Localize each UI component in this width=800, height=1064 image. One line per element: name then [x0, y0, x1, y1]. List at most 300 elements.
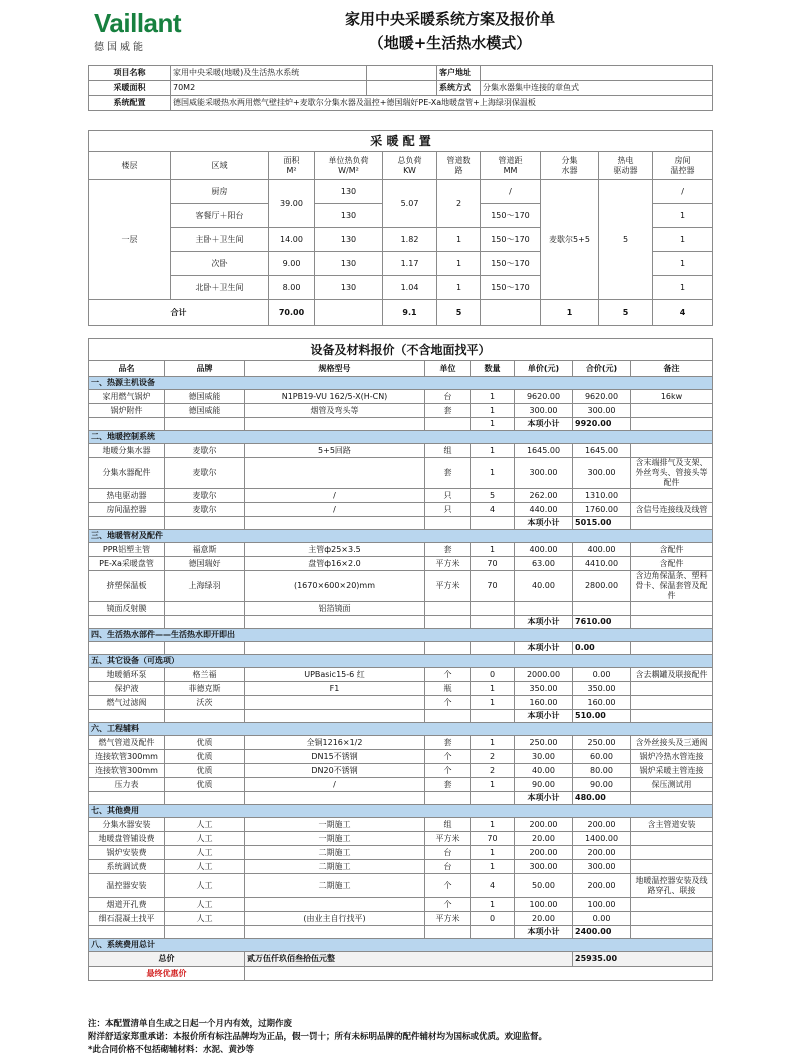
spec: DN20不锈钢	[245, 764, 425, 778]
item-name: 温控器安装	[89, 874, 165, 898]
subtotal-qty	[471, 642, 515, 655]
subtotal-label: 本项小计	[515, 418, 573, 431]
unit-price: 160.00	[515, 696, 573, 710]
col-header: 品名	[89, 361, 165, 377]
area-cell: 39.00	[269, 180, 315, 228]
brand: 人工	[165, 832, 245, 846]
thermostat-cell: 1	[653, 276, 713, 300]
blank	[245, 517, 425, 530]
materials-title-row	[89, 339, 713, 361]
brand-logo	[94, 10, 181, 53]
spec: 全铜1216×1/2	[245, 736, 425, 750]
table-row	[89, 818, 713, 832]
mode-label: 系统方式	[437, 81, 481, 96]
col-header: 区域	[171, 152, 269, 180]
item-name: 燃气管道及配件	[89, 736, 165, 750]
table-row	[89, 860, 713, 874]
unit-price: 300.00	[515, 458, 573, 489]
table-row	[89, 444, 713, 458]
blank	[631, 792, 713, 805]
blank	[425, 517, 471, 530]
table-row	[89, 764, 713, 778]
zone-cell: 主卧＋卫生间	[171, 228, 269, 252]
brand: 人工	[165, 818, 245, 832]
unit: 个	[425, 874, 471, 898]
unit-price: 2000.00	[515, 668, 573, 682]
spacing-cell: /	[481, 180, 541, 204]
blank	[425, 418, 471, 431]
subtotal-row	[89, 642, 713, 655]
item-name: 保护液	[89, 682, 165, 696]
col-header: 备注	[631, 361, 713, 377]
amount: 4410.00	[573, 557, 631, 571]
brand: 麦歇尔	[165, 489, 245, 503]
qty: 0	[471, 912, 515, 926]
amount: 0.00	[573, 668, 631, 682]
unit: 台	[425, 846, 471, 860]
materials-body	[89, 339, 713, 981]
blank	[89, 926, 165, 939]
sum-label: 合计	[89, 300, 269, 326]
project-label: 项目名称	[89, 66, 171, 81]
amount: 350.00	[573, 682, 631, 696]
area-cell: 8.00	[269, 276, 315, 300]
table-row	[89, 602, 713, 616]
item-name: 地暖盘管铺设费	[89, 832, 165, 846]
brand-subtitle: 德国威能	[94, 42, 146, 53]
section-title: 五、其它设备（可选项）	[89, 655, 713, 668]
qty: 2	[471, 764, 515, 778]
table-row	[89, 503, 713, 517]
qty: 2	[471, 750, 515, 764]
project-info-table	[88, 65, 713, 111]
subtotal-row	[89, 517, 713, 530]
subtotal-row	[89, 418, 713, 431]
table-row	[89, 557, 713, 571]
col-header: 管道数 路	[437, 152, 481, 180]
item-name: 系统调试费	[89, 860, 165, 874]
blank	[245, 418, 425, 431]
blank	[631, 642, 713, 655]
amount: 80.00	[573, 764, 631, 778]
col-header: 分集 水器	[541, 152, 599, 180]
mode-value: 分集水器集中连接的章鱼式	[481, 81, 713, 96]
blank	[631, 616, 713, 629]
amount: 1310.00	[573, 489, 631, 503]
remark: 含边角保温条、塑料骨卡、保温套管及配件	[631, 571, 713, 602]
brand: 优质	[165, 778, 245, 792]
qty: 0	[471, 668, 515, 682]
brand: 优质	[165, 764, 245, 778]
blank	[631, 418, 713, 431]
spec: /	[245, 489, 425, 503]
spec: 铝箔镜面	[245, 602, 425, 616]
remark	[631, 898, 713, 912]
blank	[425, 616, 471, 629]
subtotal-qty	[471, 926, 515, 939]
section-header	[89, 723, 713, 736]
subtotal-row	[89, 616, 713, 629]
load-cell: 130	[315, 204, 383, 228]
col-header: 单位热负荷 W/M²	[315, 152, 383, 180]
col-header: 品牌	[165, 361, 245, 377]
spec: 二期施工	[245, 874, 425, 898]
subtotal-value: 2400.00	[573, 926, 631, 939]
brand: 人工	[165, 860, 245, 874]
total-value: 25935.00	[573, 952, 713, 967]
remark: 含配件	[631, 557, 713, 571]
subtotal-value: 9920.00	[573, 418, 631, 431]
qty: 1	[471, 444, 515, 458]
col-header: 数量	[471, 361, 515, 377]
unit-price: 440.00	[515, 503, 573, 517]
heating-header-row	[89, 152, 713, 180]
qty	[471, 602, 515, 616]
subtotal-row	[89, 710, 713, 723]
unit: 只	[425, 503, 471, 517]
spec: 一期施工	[245, 832, 425, 846]
blank	[89, 710, 165, 723]
spec: F1	[245, 682, 425, 696]
remark	[631, 444, 713, 458]
document-subtitle: （地暖+生活热水模式）	[368, 34, 532, 52]
spec: DN15不锈钢	[245, 750, 425, 764]
brand: 麦歇尔	[165, 503, 245, 517]
remark	[631, 602, 713, 616]
unit-price: 50.00	[515, 874, 573, 898]
total-label: 总价	[89, 952, 245, 967]
amount: 2800.00	[573, 571, 631, 602]
remark: 保压测试用	[631, 778, 713, 792]
unit-price: 9620.00	[515, 390, 573, 404]
unit-price: 20.00	[515, 832, 573, 846]
remark: 含外丝接头及三通阀	[631, 736, 713, 750]
subtotal-qty	[471, 616, 515, 629]
spec: 主管ф25×3.5	[245, 543, 425, 557]
blank	[425, 926, 471, 939]
blank	[165, 642, 245, 655]
unit: 瓶	[425, 682, 471, 696]
subtotal-value: 510.00	[573, 710, 631, 723]
blank	[89, 792, 165, 805]
zone-cell: 厨房	[171, 180, 269, 204]
brand: 菲德克斯	[165, 682, 245, 696]
amount: 300.00	[573, 860, 631, 874]
section-header	[89, 377, 713, 390]
qty: 1	[471, 898, 515, 912]
unit: 个	[425, 750, 471, 764]
amount: 0.00	[573, 912, 631, 926]
unit: 台	[425, 860, 471, 874]
unit: 套	[425, 736, 471, 750]
config-value: 德国威能采暖热水两用燃气壁挂炉+麦歇尔分集水器及温控+德国瑞好PE-Xa地暖盘管+上海绿羽保温板	[171, 96, 713, 111]
section-header	[89, 805, 713, 818]
item-name: 挤塑保温板	[89, 571, 165, 602]
note-line: 附洋舒适家郑重承诺：本报价所有标注品牌均为正品，假一罚十；所有未标明品牌的配件辅材均为国标或优质。欢迎监督。	[88, 1032, 548, 1042]
project-value: 家用中央采暖(地暖)及生活热水系统	[171, 66, 367, 81]
zone-cell: 客餐厅＋阳台	[171, 204, 269, 228]
item-name: 锅炉附件	[89, 404, 165, 418]
blank	[165, 517, 245, 530]
unit: 组	[425, 818, 471, 832]
zone-cell: 次卧	[171, 252, 269, 276]
amount: 90.00	[573, 778, 631, 792]
spec: 二期施工	[245, 860, 425, 874]
unit-price: 63.00	[515, 557, 573, 571]
section-title: 七、其他费用	[89, 805, 713, 818]
spec: 一期施工	[245, 818, 425, 832]
remark: 含配件	[631, 543, 713, 557]
qty: 5	[471, 489, 515, 503]
col-header: 规格型号	[245, 361, 425, 377]
blank	[245, 710, 425, 723]
actuator-cell: 5	[599, 180, 653, 300]
item-name: 连接软管300mm	[89, 750, 165, 764]
pipes-cell: 2	[437, 180, 481, 228]
spacing-cell: 150～170	[481, 204, 541, 228]
unit: 平方米	[425, 832, 471, 846]
zone-cell: 北卧＋卫生间	[171, 276, 269, 300]
thermostat-cell: /	[653, 180, 713, 204]
qty: 1	[471, 846, 515, 860]
remark	[631, 682, 713, 696]
col-header: 热电 驱动器	[599, 152, 653, 180]
qty: 1	[471, 682, 515, 696]
blank	[631, 517, 713, 530]
amount: 200.00	[573, 846, 631, 860]
spec	[245, 696, 425, 710]
subtotal-value: 0.00	[573, 642, 631, 655]
remark	[631, 404, 713, 418]
subtotal-value: 5015.00	[573, 517, 631, 530]
section-title: 八、系统费用总计	[89, 939, 713, 952]
amount: 200.00	[573, 874, 631, 898]
section-header	[89, 939, 713, 952]
unit: 平方米	[425, 912, 471, 926]
item-name: 镜面反射膜	[89, 602, 165, 616]
blank	[165, 616, 245, 629]
section-title: 四、生活热水部件——生活热水即开即出	[89, 629, 713, 642]
unit: 套	[425, 543, 471, 557]
amount: 300.00	[573, 404, 631, 418]
section-header	[89, 530, 713, 543]
table-row	[89, 898, 713, 912]
unit-price: 1645.00	[515, 444, 573, 458]
unit-price: 90.00	[515, 778, 573, 792]
qty: 1	[471, 458, 515, 489]
note-line: *此合同价格不包括砌辅材料：水泥、黄沙等	[88, 1045, 254, 1055]
remark	[631, 912, 713, 926]
final-price-value	[245, 967, 713, 981]
spec	[245, 898, 425, 912]
spec	[245, 458, 425, 489]
table-row	[89, 846, 713, 860]
unit: 平方米	[425, 557, 471, 571]
total-cell: 5.07	[383, 180, 437, 228]
pipes-cell: 1	[437, 276, 481, 300]
item-name: 房间温控器	[89, 503, 165, 517]
section-header	[89, 629, 713, 642]
col-header: 管道距 MM	[481, 152, 541, 180]
remark	[631, 489, 713, 503]
table-row	[89, 696, 713, 710]
area-cell: 9.00	[269, 252, 315, 276]
qty: 70	[471, 571, 515, 602]
brand: 沃茨	[165, 696, 245, 710]
col-header: 单位	[425, 361, 471, 377]
remark: 锅炉冷热水管连接	[631, 750, 713, 764]
note-line: 注：本配置清单自生成之日起一个月内有效，过期作废	[88, 1019, 293, 1029]
final-price-row	[89, 967, 713, 981]
subtotal-qty: 1	[471, 418, 515, 431]
pipes-cell: 1	[437, 228, 481, 252]
total-cell: 1.82	[383, 228, 437, 252]
table-row	[89, 390, 713, 404]
unit-price: 100.00	[515, 898, 573, 912]
qty: 1	[471, 778, 515, 792]
sum-pipes: 5	[437, 300, 481, 326]
blank	[165, 926, 245, 939]
document-title: 家用中央采暖系统方案及报价单	[344, 10, 555, 28]
amount	[573, 602, 631, 616]
materials-header-row	[89, 361, 713, 377]
unit-price: 20.00	[515, 912, 573, 926]
col-header: 楼层	[89, 152, 171, 180]
unit-price: 30.00	[515, 750, 573, 764]
sum-manifold: 1	[541, 300, 599, 326]
spacing-cell: 150～170	[481, 252, 541, 276]
unit-price: 400.00	[515, 543, 573, 557]
remark: 锅炉采暖主管连接	[631, 764, 713, 778]
blank	[165, 792, 245, 805]
table-row	[89, 458, 713, 489]
spec: (1670×600×20)mm	[245, 571, 425, 602]
brand: 麦歇尔	[165, 458, 245, 489]
brand: 优质	[165, 750, 245, 764]
unit-price: 350.00	[515, 682, 573, 696]
amount: 300.00	[573, 458, 631, 489]
spec: (由业主自行找平)	[245, 912, 425, 926]
table-row	[89, 874, 713, 898]
spacing-cell: 150～170	[481, 228, 541, 252]
table-row	[89, 571, 713, 602]
item-name: 分集水器配件	[89, 458, 165, 489]
subtotal-qty	[471, 517, 515, 530]
remark	[631, 860, 713, 874]
blank	[631, 710, 713, 723]
total-cell: 1.04	[383, 276, 437, 300]
item-name: 地暖分集水器	[89, 444, 165, 458]
qty: 1	[471, 860, 515, 874]
area-label: 采暖面积	[89, 81, 171, 96]
remark: 16kw	[631, 390, 713, 404]
unit-price: 200.00	[515, 818, 573, 832]
unit: 套	[425, 778, 471, 792]
remark: 含主管道安装	[631, 818, 713, 832]
blank	[425, 792, 471, 805]
unit-price: 300.00	[515, 404, 573, 418]
amount: 1400.00	[573, 832, 631, 846]
unit-price: 200.00	[515, 846, 573, 860]
qty: 1	[471, 736, 515, 750]
amount: 100.00	[573, 898, 631, 912]
sum-total: 9.1	[383, 300, 437, 326]
total-row	[89, 952, 713, 967]
spec: 二期施工	[245, 846, 425, 860]
remark: 地暖温控器安装及线路穿孔、联接	[631, 874, 713, 898]
materials-table	[88, 338, 713, 981]
config-label: 系统配置	[89, 96, 171, 111]
table-row	[89, 668, 713, 682]
brand: 人工	[165, 846, 245, 860]
total-cell: 1.17	[383, 252, 437, 276]
unit: 个	[425, 898, 471, 912]
subtotal-label: 本项小计	[515, 792, 573, 805]
section-title: 三、地暖管材及配件	[89, 530, 713, 543]
table-row	[89, 778, 713, 792]
blank	[425, 642, 471, 655]
blank	[89, 616, 165, 629]
remark	[631, 846, 713, 860]
unit-price: 262.00	[515, 489, 573, 503]
amount: 9620.00	[573, 390, 631, 404]
unit-price: 40.00	[515, 764, 573, 778]
brand: 德国瑞好	[165, 557, 245, 571]
brand-name: Vaillant	[94, 8, 182, 38]
brand: 人工	[165, 898, 245, 912]
subtotal-value: 7610.00	[573, 616, 631, 629]
thermostat-cell: 1	[653, 252, 713, 276]
subtotal-label: 本项小计	[515, 517, 573, 530]
sum-area: 70.00	[269, 300, 315, 326]
item-name: 地暖循环泵	[89, 668, 165, 682]
unit: 个	[425, 668, 471, 682]
spacing-cell: 150～170	[481, 276, 541, 300]
col-header: 面积 M²	[269, 152, 315, 180]
unit: 只	[425, 489, 471, 503]
final-price-label: 最终优惠价	[89, 967, 245, 981]
unit-price	[515, 602, 573, 616]
subtotal-label: 本项小计	[515, 710, 573, 723]
manifold-cell: 麦歇尔5+5	[541, 180, 599, 300]
subtotal-row	[89, 926, 713, 939]
unit-price: 300.00	[515, 860, 573, 874]
sum-actuator: 5	[599, 300, 653, 326]
table-row	[89, 750, 713, 764]
total-in-words: 贰万伍仟玖佰叁拾伍元整	[245, 952, 573, 967]
brand: 优质	[165, 736, 245, 750]
qty: 70	[471, 832, 515, 846]
blank	[165, 418, 245, 431]
blank	[245, 926, 425, 939]
unit: 组	[425, 444, 471, 458]
item-name: 热电驱动器	[89, 489, 165, 503]
qty: 70	[471, 557, 515, 571]
subtotal-label: 本项小计	[515, 926, 573, 939]
section-header	[89, 431, 713, 444]
table-row	[89, 832, 713, 846]
brand: 格兰福	[165, 668, 245, 682]
brand	[165, 602, 245, 616]
amount: 160.00	[573, 696, 631, 710]
heating-section-title: 采 暖 配 置	[89, 131, 713, 152]
blank	[425, 710, 471, 723]
blank	[245, 642, 425, 655]
section-title: 二、地暖控制系统	[89, 431, 713, 444]
client-label: 客户地址	[437, 66, 481, 81]
pipes-cell: 1	[437, 252, 481, 276]
col-header: 总负荷 KW	[383, 152, 437, 180]
